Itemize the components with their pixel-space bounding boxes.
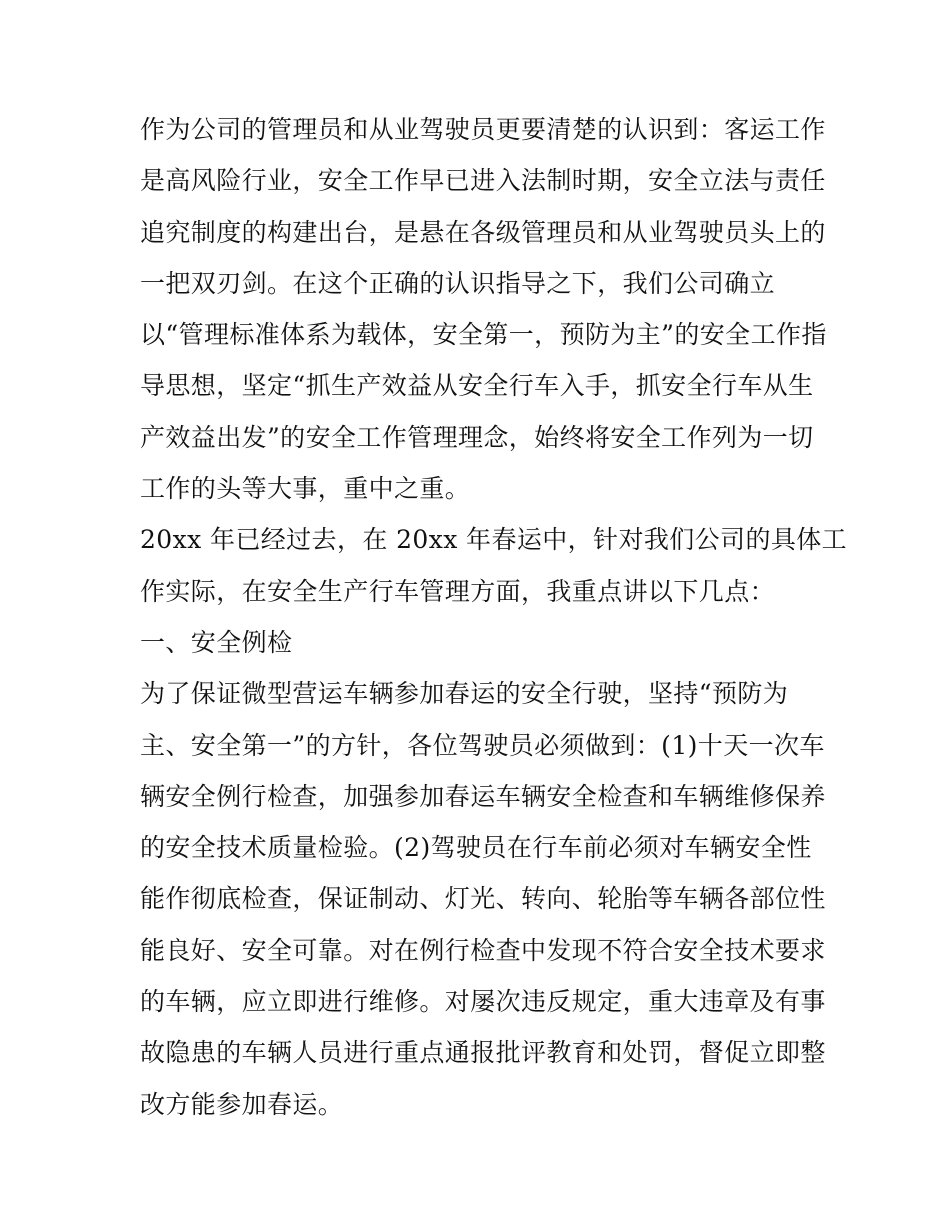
text-line: 产效益出发”的安全工作管理理念，始终将安全工作列为一切	[140, 422, 814, 452]
text-line: 为了保证微型营运车辆参加春运的安全行驶，坚持“预防为	[140, 679, 789, 709]
text-line: 作为公司的管理员和从业驾驶员更要清楚的认识到：客运工作	[140, 115, 826, 144]
text-line: 导思想，坚定“抓生产效益从安全行车入手，抓安全行车从生	[140, 371, 814, 401]
text-line: 工作的头等大事，重中之重。	[140, 474, 471, 504]
text-line: 的安全技术质量检验。(2)驾驶员在行车前必须对车辆安全性	[140, 833, 812, 863]
text-line: 主、安全第一”的方针，各位驾驶员必须做到：(1)十天一次车	[140, 730, 825, 760]
text-line: 故隐患的车辆人员进行重点通报批评教育和处罚，督促立即整	[140, 1038, 826, 1068]
text-line: 作实际，在安全生产行车管理方面，我重点讲以下几点：	[140, 576, 776, 606]
section-heading: 一、安全例检	[140, 627, 293, 657]
text-line: 辆安全例行检查，加强参加春运车辆安全检查和车辆维修保养	[140, 781, 826, 811]
document-body	[140, 104, 848, 1130]
text-line: 能良好、安全可靠。对在例行检查中发现不符合安全技术要求	[140, 935, 826, 965]
text-line: 是高风险行业，安全工作早已进入法制时期，安全立法与责任	[140, 166, 826, 196]
text-line: 一把双刃剑。在这个正确的认识指导之下，我们公司确立	[140, 268, 776, 298]
text-line: 的车辆，应立即进行维修。对屡次违反规定，重大违章及有事	[140, 987, 826, 1017]
text-line: 20xx 年已经过去，在 20xx 年春运中，针对我们公司的具体工	[140, 525, 848, 555]
text-line: 改方能参加春运。	[140, 1089, 344, 1119]
text-line: 以“管理标准体系为载体，安全第一，预防为主”的安全工作指	[140, 320, 827, 350]
text-line: 能作彻底检查，保证制动、灯光、转向、轮胎等车辆各部位性	[140, 884, 826, 914]
text-line: 追究制度的构建出台，是悬在各级管理员和从业驾驶员头上的	[140, 217, 826, 247]
